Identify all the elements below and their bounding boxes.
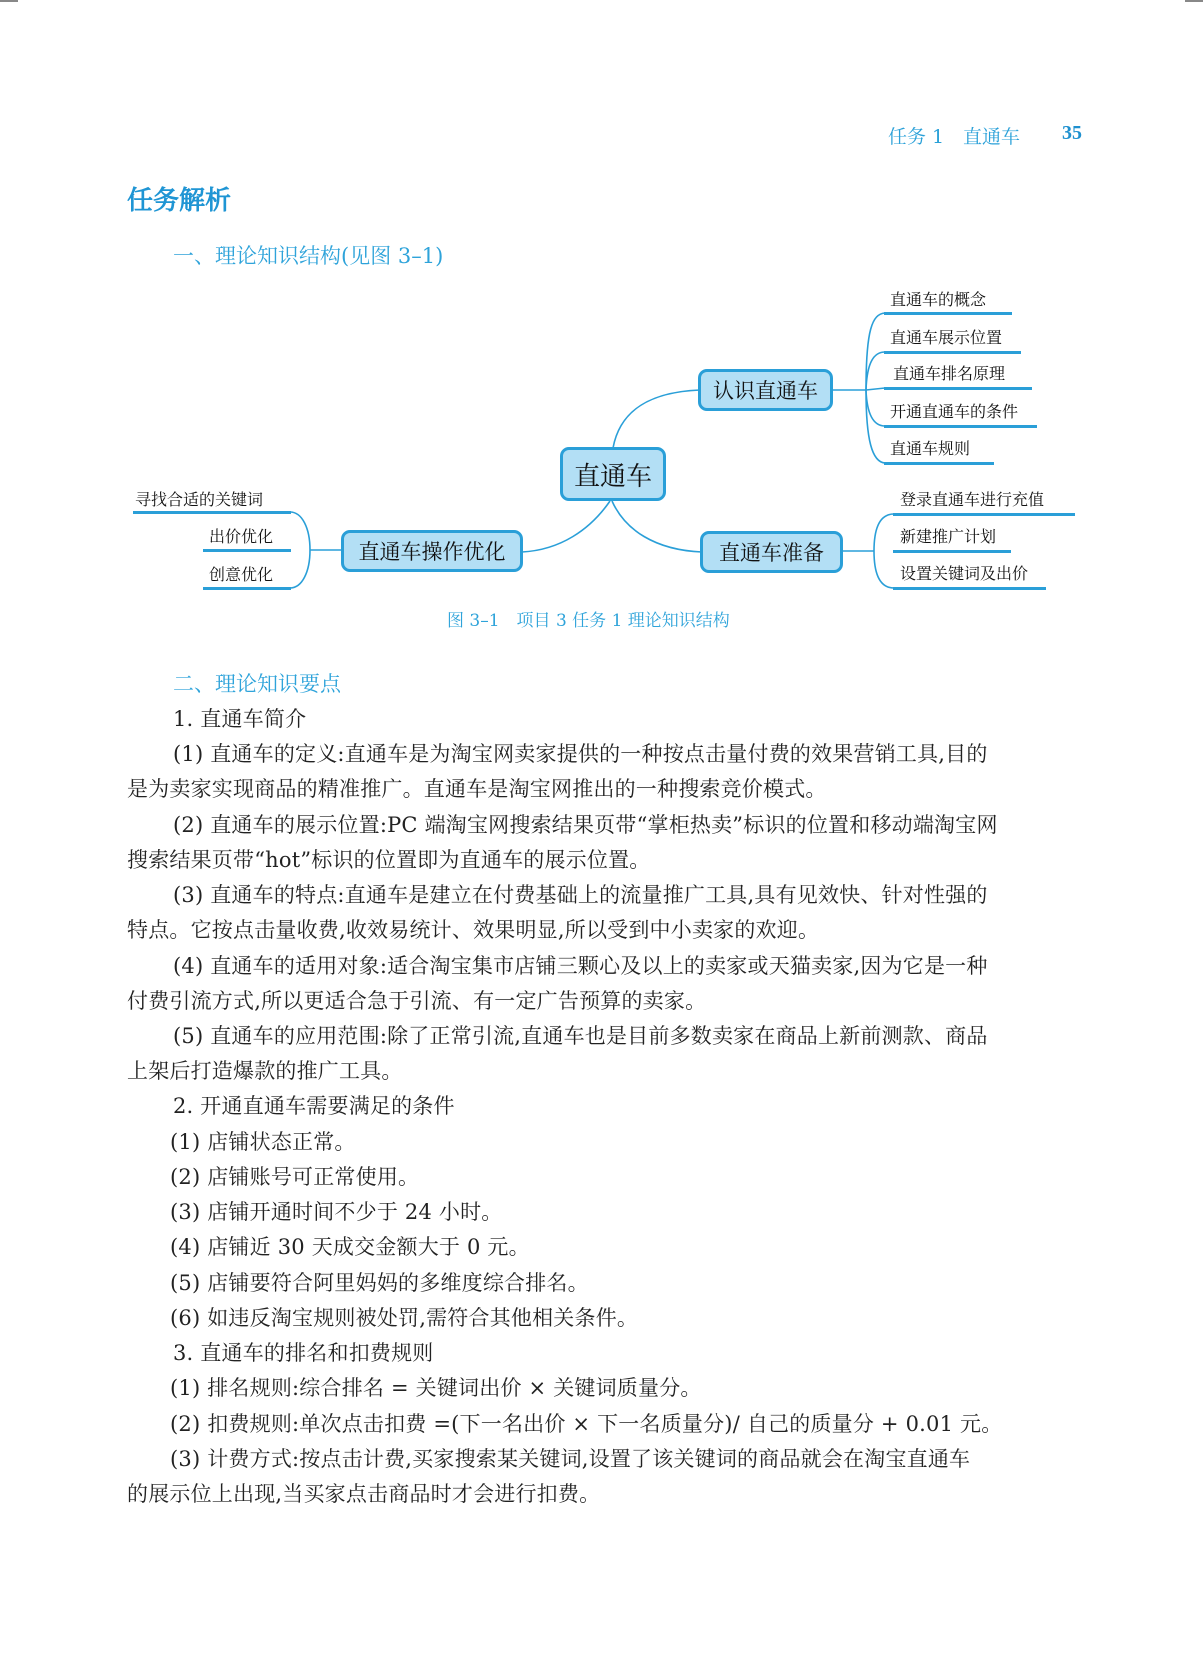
bracket-recognize-3 xyxy=(866,388,885,390)
bracket-prepare-1 xyxy=(874,514,894,551)
part1-title: 一、理论知识结构(见图 3–1) xyxy=(173,244,444,268)
branch-node-prepare xyxy=(700,531,843,573)
leaf-recognize-1: 直通车的概念 xyxy=(890,290,987,309)
mind-map-center-node xyxy=(560,447,666,501)
leaf-underline xyxy=(203,587,291,590)
branch-prepare-label: 直通车准备 xyxy=(719,541,824,565)
paragraph-line: (3) 直通车的特点:直通车是建立在付费基础上的流量推广工具,具有见效快、针对性强的 xyxy=(173,883,988,907)
rule-item: 的展示位上出现,当买家点击商品时才会进行扣费。 xyxy=(127,1482,601,1506)
leaf-underline xyxy=(893,587,1046,590)
heading-2: 2. 开通直通车需要满足的条件 xyxy=(173,1094,455,1118)
condition-item: (6) 如违反淘宝规则被处罚,需符合其他相关条件。 xyxy=(170,1306,639,1330)
condition-item: (3) 店铺开通时间不少于 24 小时。 xyxy=(170,1200,503,1224)
leaf-underline xyxy=(893,550,1011,553)
leaf-prepare-1: 登录直通车进行充值 xyxy=(900,490,1045,509)
leaf-optimize-2: 出价优化 xyxy=(209,527,274,546)
rule-item: (3) 计费方式:按点击计费,买家搜索某关键词,设置了该关键词的商品就会在淘宝直通车 xyxy=(170,1447,971,1471)
leaf-optimize-1: 寻找合适的关键词 xyxy=(135,490,264,509)
heading-1: 1. 直通车简介 xyxy=(173,707,307,731)
running-header-topic: 直通车 xyxy=(963,126,1021,148)
branch-recognize-label: 认识直通车 xyxy=(713,379,818,403)
rule-item: (1) 排名规则:综合排名 = 关键词出价 × 关键词质量分。 xyxy=(170,1376,702,1400)
leaf-underline xyxy=(884,462,994,465)
bracket-optimize-3 xyxy=(290,550,310,588)
leaf-prepare-3: 设置关键词及出价 xyxy=(900,564,1029,583)
condition-item: (1) 店铺状态正常。 xyxy=(170,1130,356,1154)
leaf-underline xyxy=(893,513,1075,516)
bracket-prepare-3 xyxy=(874,551,894,588)
paragraph-line: 是为卖家实现商品的精准推广。直通车是淘宝网推出的一种搜索竞价模式。 xyxy=(127,777,827,801)
leaf-recognize-5: 直通车规则 xyxy=(890,439,971,458)
condition-item: (4) 店铺近 30 天成交金额大于 0 元。 xyxy=(170,1235,530,1259)
leaf-underline xyxy=(884,425,1037,428)
condition-item: (5) 店铺要符合阿里妈妈的多维度综合排名。 xyxy=(170,1271,589,1295)
leaf-underline xyxy=(133,511,291,514)
page-number: 35 xyxy=(1062,122,1082,144)
bracket-recognize-4 xyxy=(866,390,885,426)
part2-title: 二、理论知识要点 xyxy=(173,672,341,696)
center-node-label: 直通车 xyxy=(573,461,652,492)
paragraph-line: 上架后打造爆款的推广工具。 xyxy=(127,1059,403,1083)
paragraph-line: (5) 直通车的应用范围:除了正常引流,直通车也是目前多数卖家在商品上新前测款、商品 xyxy=(173,1024,988,1048)
paragraph-line: (1) 直通车的定义:直通车是为淘宝网卖家提供的一种按点击量付费的效果营销工具,目的 xyxy=(173,742,988,766)
paragraph-line: 特点。它按点击量收费,收效易统计、效果明显,所以受到中小卖家的欢迎。 xyxy=(127,918,820,942)
leaf-prepare-2: 新建推广计划 xyxy=(900,527,997,546)
mind-map-connectors xyxy=(0,0,1203,640)
running-header-task: 任务 1 xyxy=(888,126,945,148)
bracket-optimize-1 xyxy=(290,512,310,550)
figure-caption: 图 3–1 项目 3 任务 1 理论知识结构 xyxy=(447,611,730,631)
connector-center-recognize xyxy=(613,390,700,448)
leaf-underline xyxy=(884,387,1032,390)
leaf-recognize-3: 直通车排名原理 xyxy=(893,364,1006,383)
branch-node-optimize xyxy=(341,530,523,572)
leaf-recognize-4: 开通直通车的条件 xyxy=(890,402,1019,421)
leaf-recognize-2: 直通车展示位置 xyxy=(890,328,1003,347)
paragraph-line: (4) 直通车的适用对象:适合淘宝集市店铺三颗心及以上的卖家或天猫卖家,因为它是一种 xyxy=(173,954,988,978)
bracket-recognize-2 xyxy=(866,352,885,390)
leaf-underline xyxy=(203,549,291,552)
leaf-underline xyxy=(884,351,1021,354)
leaf-optimize-3: 创意优化 xyxy=(209,565,274,584)
branch-node-recognize xyxy=(698,369,833,411)
paragraph-line: (2) 直通车的展示位置:PC 端淘宝网搜索结果页带“掌柜热卖”标识的位置和移动端淘宝网 xyxy=(173,813,998,837)
section-title: 任务解析 xyxy=(127,186,232,216)
heading-3: 3. 直通车的排名和扣费规则 xyxy=(173,1341,434,1365)
connector-center-prepare xyxy=(612,501,702,552)
condition-item: (2) 店铺账号可正常使用。 xyxy=(170,1165,420,1189)
leaf-underline xyxy=(884,312,1012,315)
branch-optimize-label: 直通车操作优化 xyxy=(358,540,506,564)
connector-center-optimize xyxy=(522,501,610,552)
paragraph-line: 搜索结果页带“hot”标识的位置即为直通车的展示位置。 xyxy=(127,848,651,872)
rule-item: (2) 扣费规则:单次点击扣费 =(下一名出价 × 下一名质量分)/ 自己的质量分 + 0.01 元。 xyxy=(170,1412,1003,1436)
paragraph-line: 付费引流方式,所以更适合急于引流、有一定广告预算的卖家。 xyxy=(127,989,707,1013)
